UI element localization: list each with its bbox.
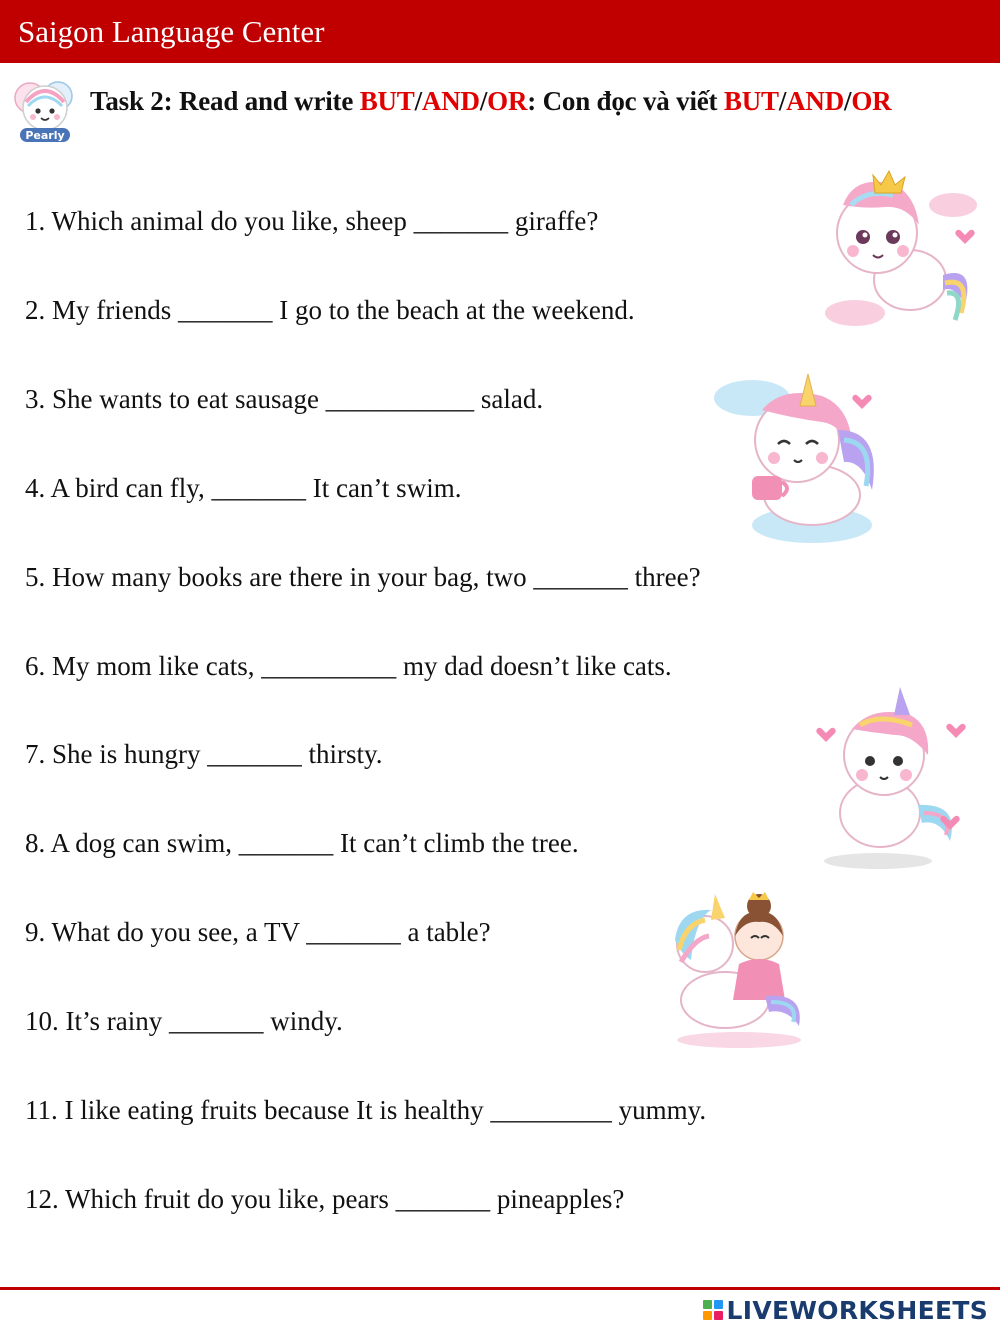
task-middle: : Con đọc và viết (527, 86, 724, 116)
question-3[interactable]: 3. She wants to eat sausage ___________ salad. (25, 384, 544, 414)
question-1[interactable]: 1. Which animal do you like, sheep _______ giraffe? (25, 206, 599, 236)
header-bar (0, 0, 1000, 63)
question-9[interactable]: 9. What do you see, a TV _______ a table? (25, 917, 491, 947)
task-word-or: OR (851, 86, 892, 116)
unicorn-cup-icon (712, 370, 897, 548)
question-2[interactable]: 2. My friends _______ I go to the beach at the weekend. (25, 295, 635, 325)
unicorn-princess-icon (655, 880, 820, 1052)
question-5[interactable]: 5. How many books are there in your bag, two _______ three? (25, 562, 701, 592)
task-slash: / (414, 86, 422, 116)
task-slash: / (844, 86, 852, 116)
question-8[interactable]: 8. A dog can swim, _______ It can’t climb the tree. (25, 828, 579, 858)
question-10[interactable]: 10. It’s rainy _______ windy. (25, 1006, 343, 1036)
footer-divider (0, 1287, 1000, 1290)
task-word-but: BUT (723, 86, 779, 116)
task-slash: / (479, 86, 488, 116)
task-slash: / (778, 86, 787, 116)
task-prefix: Task 2: Read and write (90, 86, 360, 116)
question-4[interactable]: 4. A bird can fly, _______ It can’t swim. (25, 473, 462, 503)
liveworksheets-logo-icon (703, 1300, 723, 1320)
question-12[interactable]: 12. Which fruit do you like, pears _______ pineapples? (25, 1184, 625, 1214)
footer-brand[interactable] (703, 1293, 988, 1327)
logo-text: Pearly (25, 129, 65, 142)
unicorn-bear-icon (800, 685, 970, 873)
footer-brand-text: LIVEWORKSHEETS (726, 1295, 988, 1325)
task-word-and: AND (421, 86, 480, 116)
task-word-and: AND (786, 86, 845, 116)
question-7[interactable]: 7. She is hungry _______ thirsty. (25, 739, 383, 769)
header-title: Saigon Language Center (18, 14, 325, 49)
unicorn-crown-icon (815, 165, 980, 335)
question-6[interactable]: 6. My mom like cats, __________ my dad doesn’t like cats. (25, 651, 672, 681)
task-instruction (90, 86, 995, 117)
pearly-logo-icon (12, 76, 78, 144)
question-11[interactable]: 11. I like eating fruits because It is healthy _________ yummy. (25, 1095, 707, 1125)
task-word-or: OR (487, 86, 528, 116)
task-word-but: BUT (359, 86, 415, 116)
